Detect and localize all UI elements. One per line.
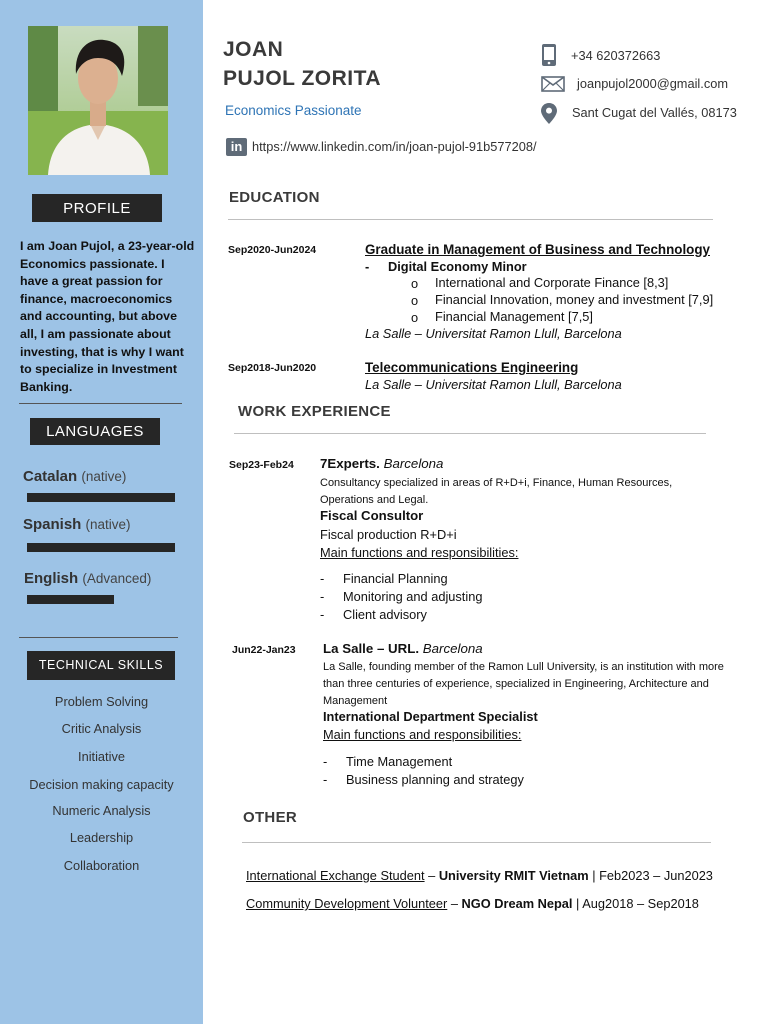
skill-item: Leadership xyxy=(69,830,134,845)
language-bar xyxy=(27,543,175,552)
skill-item: Critic Analysis xyxy=(61,721,142,736)
phone-number: +34 620372663 xyxy=(571,48,661,63)
location-pin-icon xyxy=(541,103,557,124)
language-bar xyxy=(27,595,175,604)
sidebar xyxy=(0,0,203,1024)
job-detail: Fiscal production R+D+i xyxy=(320,527,457,542)
work-heading: WORK EXPERIENCE xyxy=(238,403,391,420)
degree-title: Graduate in Management of Business and Technology xyxy=(365,242,710,257)
other-organization: University RMIT Vietnam xyxy=(438,868,589,883)
linkedin-icon: in xyxy=(226,138,247,156)
language-level: (Advanced) xyxy=(82,571,152,586)
course-bullet: o xyxy=(411,293,419,308)
language-level: (native) xyxy=(81,469,127,484)
language-name: Catalan xyxy=(23,468,78,485)
technical-skills-label: TECHNICAL SKILLS xyxy=(27,651,175,680)
functions-label: Main functions and responsibilities: xyxy=(323,727,522,742)
other-separator: – xyxy=(424,868,439,883)
other-role: International Exchange Student xyxy=(246,868,425,883)
other-item xyxy=(246,896,699,911)
responsibility-item: Financial Planning xyxy=(343,571,448,586)
company-description: La Salle, founding member of the Ramon Lull University, is an institution with more than three centuries of experience, specialized in Engineering, Architecture and Management xyxy=(323,661,724,707)
sidebar-divider xyxy=(19,403,182,404)
company-name: 7Experts. xyxy=(320,456,380,471)
company-line xyxy=(320,456,443,471)
responsibility-item: Monitoring and adjusting xyxy=(343,589,483,604)
course-bullet: o xyxy=(411,276,419,291)
skill-item: Decision making capacity xyxy=(29,777,174,792)
minor-dash: - xyxy=(365,259,370,274)
language-bar-fill xyxy=(27,543,175,552)
item-dash: - xyxy=(320,607,325,622)
responsibility-item: Business planning and strategy xyxy=(346,772,524,787)
skill-item: Collaboration xyxy=(63,858,140,873)
language-item xyxy=(23,516,131,533)
profile-label: PROFILE xyxy=(32,194,162,222)
other-dates: | Aug2018 – Sep2018 xyxy=(572,896,699,911)
responsibility-item: Time Management xyxy=(346,754,453,769)
education-divider xyxy=(228,219,713,220)
language-bar xyxy=(27,493,175,502)
work-divider xyxy=(234,433,706,434)
location: Sant Cugat del Vallés, 08173 xyxy=(572,105,737,120)
education-date: Sep2020-Jun2024 xyxy=(228,244,317,256)
work-date: Sep23-Feb24 xyxy=(229,459,294,471)
institution: La Salle – Universitat Ramon Llull, Barcelona xyxy=(365,377,622,392)
course-item: Financial Innovation, money and investment [7,9] xyxy=(435,292,714,307)
company-name: La Salle – URL. xyxy=(323,641,420,656)
other-role: Community Development Volunteer xyxy=(246,896,448,911)
language-name: Spanish xyxy=(23,516,82,533)
name-last: PUJOL ZORITA xyxy=(223,67,382,90)
skill-item: Numeric Analysis xyxy=(52,803,151,818)
other-separator: – xyxy=(447,896,462,911)
minor-title: Digital Economy Minor xyxy=(388,259,527,274)
subtitle: Economics Passionate xyxy=(225,103,362,118)
company-city: Barcelona xyxy=(383,456,444,471)
sidebar-divider xyxy=(19,637,178,638)
responsibility-item: Client advisory xyxy=(343,607,427,622)
email-address[interactable]: joanpujol2000@gmail.com xyxy=(577,76,729,91)
skill-item: Problem Solving xyxy=(54,694,149,709)
work-date: Jun22-Jan23 xyxy=(232,644,296,656)
skill-item: Initiative xyxy=(78,749,125,764)
functions-label: Main functions and responsibilities: xyxy=(320,545,519,560)
linkedin-link[interactable]: https://www.linkedin.com/in/joan-pujol-91b577208/ xyxy=(252,139,537,154)
item-dash: - xyxy=(320,589,325,604)
institution: La Salle – Universitat Ramon Llull, Barcelona xyxy=(365,326,622,341)
language-item xyxy=(23,468,126,485)
company-description: Consultancy specialized in areas of R+D+i, Finance, Human Resources, Operations and Legal. xyxy=(320,477,673,506)
language-name: English xyxy=(24,570,79,587)
other-heading: OTHER xyxy=(243,809,297,826)
language-level: (native) xyxy=(85,517,131,532)
other-organization: NGO Dream Nepal xyxy=(461,896,573,911)
item-dash: - xyxy=(323,772,328,787)
course-item: Financial Management [7,5] xyxy=(435,309,593,324)
education-date: Sep2018-Jun2020 xyxy=(228,362,317,374)
degree-title: Telecommunications Engineering xyxy=(365,360,579,375)
item-dash: - xyxy=(320,571,325,586)
language-item xyxy=(24,570,151,587)
education-heading: EDUCATION xyxy=(229,189,320,206)
job-title: Fiscal Consultor xyxy=(320,508,424,523)
phone-icon xyxy=(541,44,557,66)
profile-photo xyxy=(28,26,168,175)
profile-summary: I am Joan Pujol, a 23-year-old Economics passionate. I have a great passion for finance, macroeconomics and accounting, but above all, I am passionate about investing, that is why I want to specialize in Investment Banking. xyxy=(20,239,195,394)
company-line xyxy=(323,641,483,656)
email-icon xyxy=(541,76,565,92)
other-divider xyxy=(242,842,711,843)
language-bar-fill xyxy=(27,595,114,604)
job-title: International Department Specialist xyxy=(323,709,538,724)
language-bar-fill xyxy=(27,493,175,502)
languages-label: LANGUAGES xyxy=(30,418,160,445)
course-item: International and Corporate Finance [8,3] xyxy=(435,275,669,290)
other-dates: | Feb2023 – Jun2023 xyxy=(588,868,713,883)
company-city: Barcelona xyxy=(422,641,483,656)
course-bullet: o xyxy=(411,310,419,325)
item-dash: - xyxy=(323,754,328,769)
name-first: JOAN xyxy=(223,38,284,61)
other-item xyxy=(246,868,713,883)
